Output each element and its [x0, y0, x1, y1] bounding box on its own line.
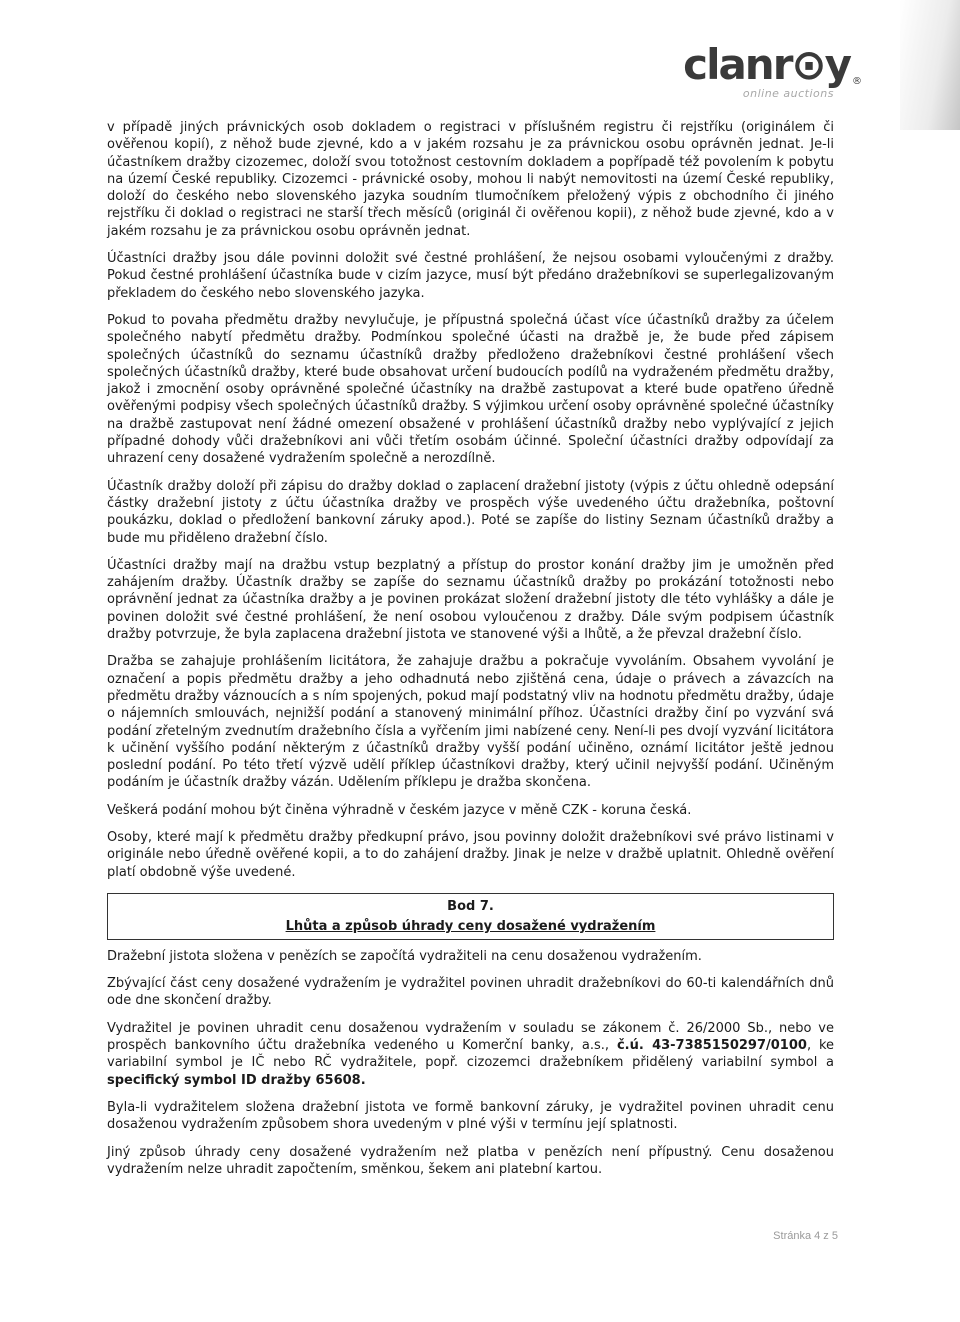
payment-paragraph: [107, 1020, 834, 1089]
registered-mark: ®: [852, 76, 862, 87]
paragraph: Pokud to povaha předmětu dražby nevylučuje, je přípustná společná účast více účastníků dražby za účelem společného nabytí předmětu dražby. Podmínkou společné účasti na dražbě je, že bude před zápisem společných účastníků do seznamu účastníků dražby předloženo dražebníkovi čestné prohlášení všech společných účastníků dražby, které bude obsahovat určení budoucích podílů na vydraženém předmětu dražby, jakož i zmocnění osoby oprávněné společné účastníky na dražbě zastupovat a které bude opatřeno úředně ověřenými podpisy všech společných účastníků dražby. S výjimkou určení osoby oprávněné společné účastníky na dražbě zastupovat není žádné omezení obsažené v prohlášení účastníků dražby nebo vyplývající z jejich případné dohody vůči dražebníkovi ani vůči třetím osobám účinné. Společní účastníci dražby odpovídají za uhrazení ceny dosažené vydražením společně a nerozdílně.: [107, 312, 834, 467]
payment-text-1: Vydražitel je povinen uhradit cenu dosaženou vydražením v souladu se zákonem č. 26/2000 Sb., nebo ve prospěch bankovního účtu dražebníka vedeného u Komerční banky, a.s.,: [107, 1020, 834, 1054]
paragraph: Účastníci dražby mají na dražbu vstup bezplatný a přístup do prostor konání dražby jim je umožněn před zahájením dražby. Účastník dražby se zapíše do seznamu účastníků dražby po prokázání totožnosti nebo oprávnění jednat za účastníka dražby a je povinen prokázat složení dražební jistoty dle této vyhlášky a dále je povinen doložit své čestné prohlášení, že není osobou vyloučenou z dražby. Dále svým podpisem účastník dražby potvrzuje, že byla zaplacena dražební jistota ve stanovené výši a lhůtě, a že převzal dražební číslo.: [107, 557, 834, 643]
logo-tagline: online auctions: [742, 87, 834, 100]
paragraph: Zbývající část ceny dosažené vydražením je vydražitel povinen uhradit dražebníkovi do 60-ti kalendářních dnů ode dne skončení dražby.: [107, 976, 834, 1009]
logo-wordmark: clanr⊙y: [683, 40, 850, 89]
paragraph: Veškerá podání mohou být činěna výhradně v českém jazyce v měně CZK - koruna česká.: [107, 802, 692, 818]
paragraph: Byla-li vydražitelem složena dražební jistota ve formě bankovní záruky, je vydražitel povinen uhradit cenu dosaženou vydražením způsobem shora uvedeným v plné výši v termínu její splatnosti.: [107, 1099, 834, 1133]
scan-edge-shadow: [900, 0, 960, 130]
document-body: [107, 119, 834, 1188]
page-number: Stránka 4 z 5: [773, 1230, 838, 1242]
section-heading-box: [107, 893, 834, 940]
paragraph: Jiný způsob úhrady ceny dosažené vydražením než platba v penězích není přípustný. Cenu dosaženou vydražením nelze uhradit započtením, směnkou, šekem ani platební kartou.: [107, 1144, 834, 1177]
paragraph: Osoby, které mají k předmětu dražby předkupní právo, jsou povinny doložit dražebníkovi své právo listinami v originále nebo úředně ověřené kopii, a to do zahájení dražby. Jinak je nelze v dražbě uplatnit. Ohledně ověření platí obdobně výše uvedené.: [107, 829, 834, 880]
specific-symbol: specifický symbol ID dražby 65608.: [107, 1072, 366, 1088]
paragraph: Dražba se zahajuje prohlášením licitátora, že zahajuje dražbu a pokračuje vyvoláním. Obsahem vyvolání je označení a popis předmětu dražby a jeho odhadnutá nebo zjištěná cena, údaje o právech a závazcích na předmětu dražby váznoucích a s ním spojených, pokud mají podstatný vliv na hodnotu předmětu dražby, údaje o nájemních smlouvách, nejnižší podání a stanovený minimální příhoz. Účastníci dražby činí po vyzvání svá podání zřetelným zvednutím dražebního čísla a vyřčením jimi nabízené ceny. Není-li pes dvojí vyzvání licitátora k učinění vyššího podání některým z účastníků dražby vyšší podání učiněno, oznámí licitátor ještě jednou poslední podání. Po této třetí výzvě udělí příklep účastníkovi dražby, který učinil nejvyšší podání. Učiněným podáním je účastník dražby vázán. Udělením příklepu je dražba skončena.: [107, 654, 834, 791]
section-title: Lhůta a způsob úhrady ceny dosažené vydražením: [285, 918, 656, 934]
paragraph: Účastníci dražby jsou dále povinni doložit své čestné prohlášení, že nejsou osobami vyloučenými z dražby. Pokud čestné prohlášení účastníka bude v cizím jazyce, musí být předáno dražebníkovi se superlegalizovaným překladem do českého nebo slovenského jazyka.: [107, 251, 834, 301]
clanroy-logo: [683, 40, 862, 100]
section-number: Bod 7.: [447, 898, 494, 914]
paragraph: Účastník dražby doloží při zápisu do dražby doklad o zaplacení dražební jistoty (výpis z účtu ohledně odepsání částky dražební jistoty z účtu účastníka dražby ve prospěch výše uvedeného účtu dražebníka, poštovní poukázku, doklad o předložení bankovní záruky apod.). Poté se zapíše do listiny Seznam účastníků dražby a bude mu přiděleno dražební číslo.: [107, 478, 834, 546]
paragraph: Dražební jistota složena v penězích se započítá vydražiteli na cenu dosaženou vydražením.: [107, 948, 702, 964]
bank-account-number: č.ú. 43-7385150297/0100: [616, 1038, 807, 1054]
payment-text-2: , ke variabilní symbol je IČ nebo RČ vydražitele, popř. cizozemci dražebníkem přidělený variabilní symbol a: [107, 1038, 835, 1071]
paragraph: v případě jiných právnických osob dokladem o registraci v příslušném registru či rejstříku (originálem či ověřenou kopií), z něhož bude zjevné, kdo a v jakém rozsahu je za právnickou osobu oprávněn jednat. Je-li účastníkem dražby cizozemec, doloží svou totožnost cestovním dokladem a popřípadě též povolením k pobytu na území České republiky. Cizozemci - právnické osoby, mohou li nabýt nemovitosti na území České republiky, doloží do českého nebo slovenského jazyka soudním tlumočníkem přeložený výpis z obchodního či jiného rejstříku či doklad o registraci ne starší třech měsíců (originál či ověřenou kopii), z něhož bude zjevné, kdo a v jakém rozsahu je za právnickou osobu oprávněn jednat.: [107, 120, 834, 239]
